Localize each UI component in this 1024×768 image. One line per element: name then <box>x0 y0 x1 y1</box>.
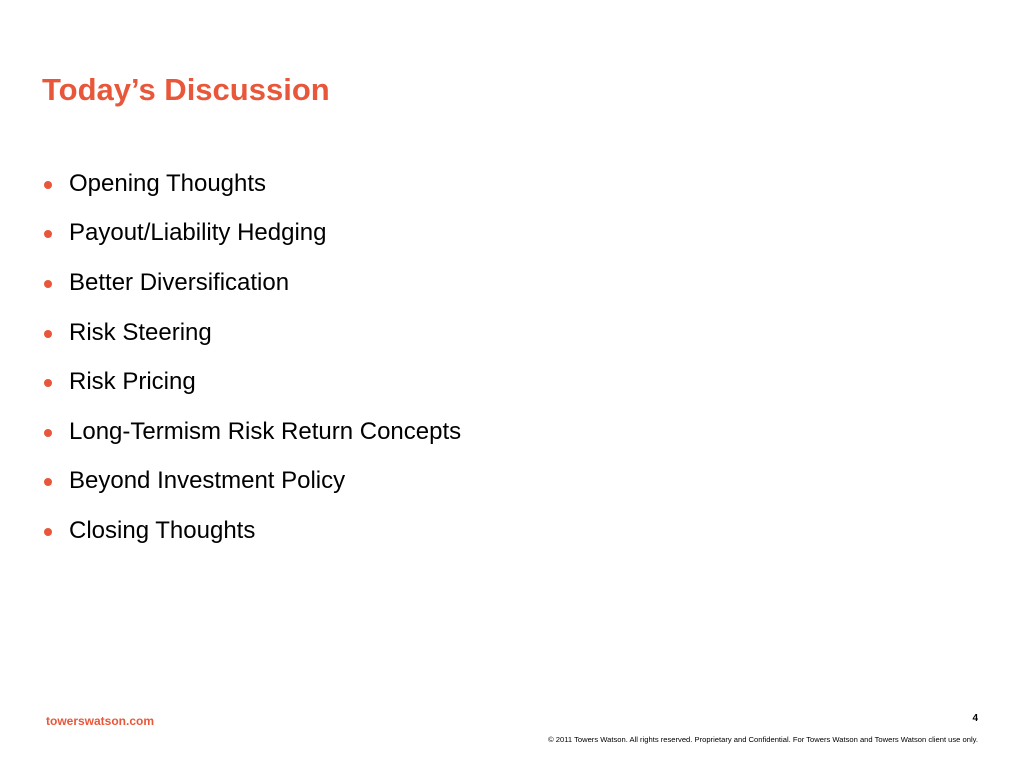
agenda-item <box>44 407 461 457</box>
agenda-item <box>44 209 461 259</box>
bullet-dot-icon <box>44 280 52 288</box>
agenda-item-label: Beyond Investment Policy <box>69 467 346 495</box>
slide-title: Today’s Discussion <box>42 72 330 107</box>
agenda-item <box>44 258 461 308</box>
agenda-item <box>44 357 461 407</box>
agenda-item-label: Risk Pricing <box>69 368 196 396</box>
agenda-item-label: Better Diversification <box>69 268 290 296</box>
agenda-item <box>44 506 461 556</box>
bullet-dot-icon <box>44 330 52 338</box>
agenda-item <box>44 457 461 507</box>
agenda-item <box>44 159 461 209</box>
bullet-dot-icon <box>44 181 52 189</box>
agenda-item-label: Closing Thoughts <box>69 516 256 544</box>
agenda-list <box>44 159 461 556</box>
agenda-item-label: Long-Termism Risk Return Concepts <box>69 417 462 445</box>
bullet-dot-icon <box>44 429 52 437</box>
copyright-notice: © 2011 Towers Watson. All rights reserved. Proprietary and Confidential. For Towers Watson and Towers Watson client use only. <box>548 735 978 744</box>
bullet-dot-icon <box>44 379 52 387</box>
agenda-item-label: Payout/Liability Hedging <box>69 219 327 247</box>
footer-brand-link: towerswatson.com <box>46 714 155 728</box>
page-number: 4 <box>972 713 978 724</box>
agenda-item-label: Risk Steering <box>69 318 212 346</box>
bullet-dot-icon <box>44 528 52 536</box>
agenda-item-label: Opening Thoughts <box>69 169 267 197</box>
bullet-dot-icon <box>44 230 52 238</box>
bullet-dot-icon <box>44 478 52 486</box>
agenda-item <box>44 308 461 358</box>
